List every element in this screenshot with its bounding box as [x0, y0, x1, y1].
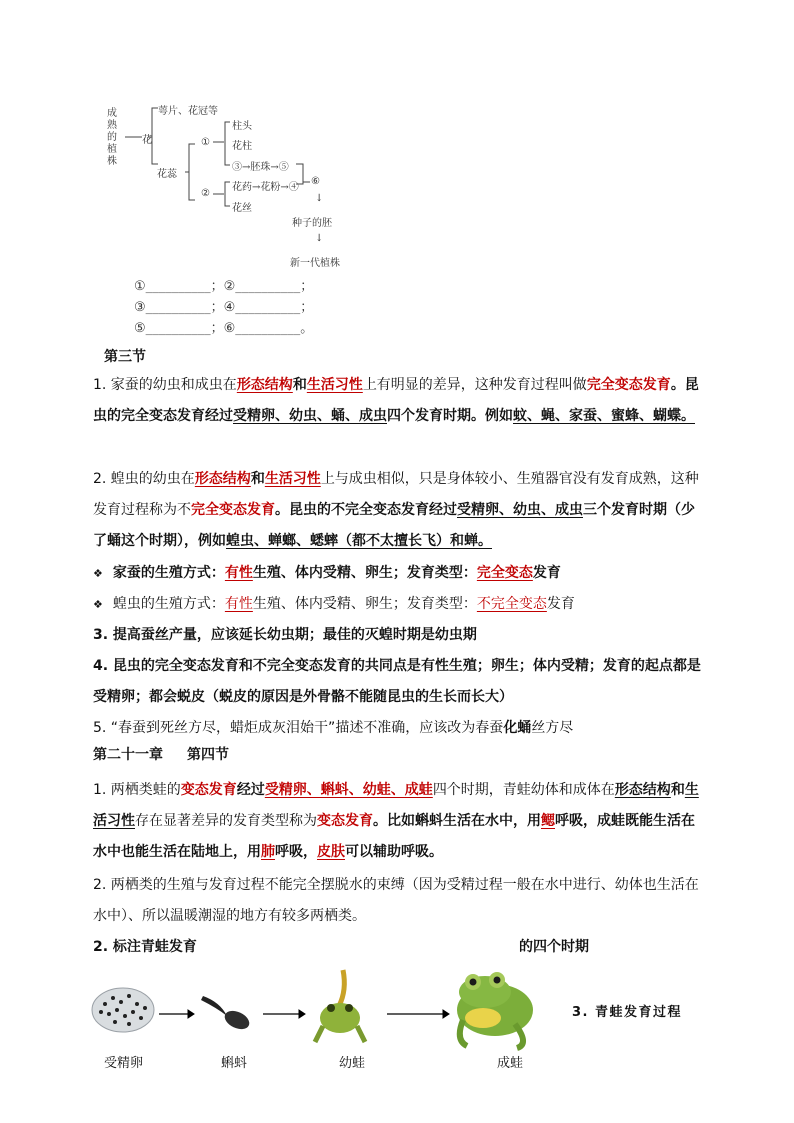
- diagram-ovule-line: ③→胚珠→⑤: [232, 162, 289, 173]
- chapter-21-title: 第二十一章 第四节: [93, 747, 229, 763]
- diamond-bullet-icon: ❖: [93, 567, 103, 580]
- arrow-right-icon: [263, 1010, 305, 1018]
- diagram-n2: ②: [201, 188, 210, 199]
- diagram-arrow-2: ↓: [315, 233, 324, 244]
- stage-label-froglet: 幼蛙: [339, 1056, 366, 1071]
- diamond-bullet-icon: ❖: [93, 598, 103, 611]
- diagram-anther-line: 花药→花粉→④: [232, 182, 299, 193]
- diagram-pistil-stamen: 花蕊: [157, 169, 177, 180]
- frog-label-right: 的四个时期: [519, 939, 589, 955]
- section-3-para-4: 4. 昆虫的完全变态发育和不完全变态发育的共同点是有性生殖；卵生；体内受精；发育的起点都是受精卵；都会蜕皮（蜕皮的原因是外骨骼不能随昆虫的生长而长大）: [93, 658, 701, 705]
- section-3-bullet-1: ❖ 家蚕的生殖方式：有性生殖、体内受精、卵生；发育类型：完全变态发育: [93, 565, 561, 581]
- section-3-para-3: 3. 提高蚕丝产量，应该延长幼虫期；最佳的灭蝗时期是幼虫期: [93, 627, 477, 643]
- stage-label-eggs: 受精卵: [104, 1056, 144, 1071]
- section-3-para-5: 5. “春蚕到死丝方尽，蜡炬成灰泪始干”描述不准确，应该改为春蚕化蛹丝方尽: [93, 720, 574, 736]
- blank-row-3: ⑤__________；⑥__________。: [134, 321, 314, 336]
- diagram-n1: ①: [201, 137, 210, 148]
- arrow-right-icon: [387, 1010, 449, 1018]
- diagram-stigma: 柱头: [232, 121, 252, 132]
- section-3-para-1: 1. 家蚕的幼虫和成虫在形态结构和生活习性上有明显的差异，这种发育过程叫做完全变态发育。昆虫的完全变态发育经过受精卵、幼虫、蛹、成虫四个发育时期。例如蚊、蝇、家蚕、蜜蜂、蝴蝶。: [93, 377, 699, 424]
- section-3-bullet-2: ❖ 蝗虫的生殖方式：有性生殖、体内受精、卵生；发育类型：不完全变态发育: [93, 596, 575, 612]
- diagram-style: 花柱: [232, 141, 252, 152]
- frog-label-left: 2. 标注青蛙发育: [93, 939, 197, 955]
- blank-row-1: ①__________；②__________；: [134, 279, 314, 294]
- stage-label-adult: 成蛙: [497, 1056, 524, 1071]
- frog-eggs-image: [92, 988, 154, 1032]
- section-3-para-2: 2. 蝗虫的幼虫在形态结构和生活习性上与成虫相似，只是身体较小、生殖器官没有发育成熟，这种发育过程称为不完全变态发育。昆虫的不完全变态发育经过受精卵、幼虫、成虫三个发育时期（少了蛹这个时期），例如蝗虫、蝉螂、蟋蟀（都不太擅长飞）和蝉。: [93, 471, 699, 549]
- frog-development-illustration: [85, 960, 565, 1055]
- diagram-flower: 花: [142, 135, 152, 146]
- stage-label-tadpole: 蝌蚪: [221, 1056, 248, 1071]
- diagram-filament: 花丝: [232, 203, 252, 214]
- arrow-right-icon: [159, 1010, 194, 1018]
- diagram-sepal: 萼片、花冠等: [158, 106, 218, 117]
- tadpole-image: [201, 996, 252, 1033]
- section-3-title: 第三节: [104, 349, 146, 365]
- frog-process-label: 3. 青蛙发育过程: [572, 1005, 683, 1020]
- diagram-new-plant: 新一代植株: [290, 258, 340, 269]
- adult-frog-image: [457, 972, 533, 1048]
- blank-row-2: ③__________；④__________；: [134, 300, 314, 315]
- froglet-image: [315, 970, 365, 1042]
- diagram-n6: ⑥: [311, 176, 320, 187]
- chapter-21-para-1: 1. 两栖类蛙的变态发育经过受精卵、蝌蚪、幼蛙、成蛙四个时期，青蛙幼体和成体在形态结构和生活习性存在显著差异的发育类型称为变态发育。比如蝌蚪生活在水中，用鳃呼吸，成蛙既能生活在水中也能生活在陆地上，用肺呼吸，皮肤可以辅助呼吸。: [93, 782, 699, 860]
- diagram-root: 成熟的植株: [107, 108, 117, 167]
- diagram-arrow-1: ↓: [315, 193, 324, 204]
- diagram-embryo: 种子的胚: [292, 218, 332, 229]
- chapter-21-para-2: 2. 两栖类的生殖与发育过程不能完全摆脱水的束缚（因为受精过程一般在水中进行、幼体也生活在水中）、所以温暖潮湿的地方有较多两栖类。: [93, 877, 699, 924]
